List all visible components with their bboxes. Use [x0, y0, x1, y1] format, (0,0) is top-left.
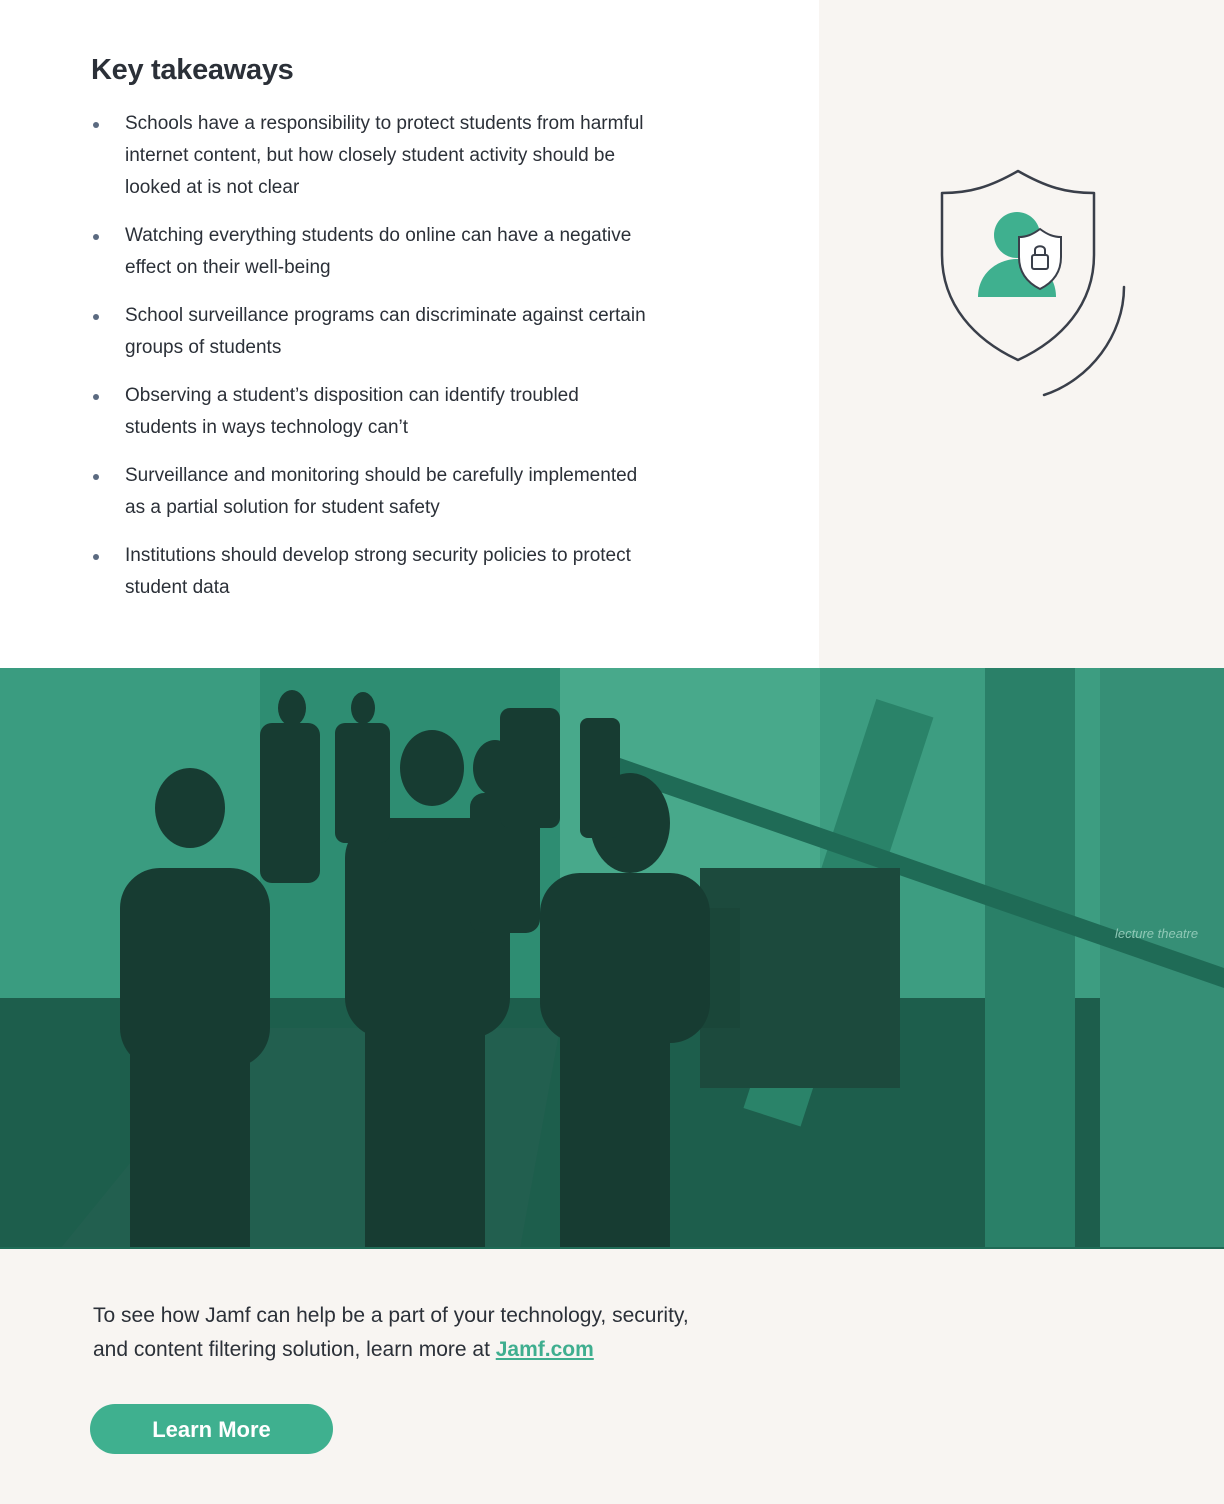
students-walking-photo — [0, 668, 1224, 1249]
cta-line1: To see how Jamf can help be a part of your technology, security, — [93, 1304, 689, 1327]
bullet-icon — [93, 314, 99, 320]
list-item — [91, 108, 701, 204]
bullet-icon — [93, 474, 99, 480]
list-item-line: effect on their well-being — [125, 257, 331, 278]
shield-user-lock-icon — [930, 165, 1130, 405]
cta-text — [93, 1299, 793, 1367]
list-item-line: looked at is not clear — [125, 177, 300, 198]
takeaways-list — [91, 108, 701, 620]
list-item — [91, 300, 701, 364]
list-item-line: as a partial solution for student safety — [125, 497, 440, 518]
list-item-line: School surveillance programs can discriminate against certain — [125, 305, 646, 326]
bullet-icon — [93, 234, 99, 240]
bullet-icon — [93, 394, 99, 400]
list-item-line: Observing a student’s disposition can identify troubled — [125, 385, 579, 406]
list-item-line: Surveillance and monitoring should be carefully implemented — [125, 465, 638, 486]
page-title: Key takeaways — [91, 54, 294, 86]
list-item-line: Institutions should develop strong security policies to protect — [125, 545, 631, 566]
list-item-line: Watching everything students do online can have a negative — [125, 225, 632, 246]
list-item — [91, 380, 701, 444]
list-item-line: Schools have a responsibility to protect students from harmful — [125, 113, 644, 134]
cta-section — [0, 1249, 1224, 1504]
cta-line2: and content filtering solution, learn more at — [93, 1338, 496, 1361]
list-item-line: students in ways technology can’t — [125, 417, 409, 438]
list-item — [91, 460, 701, 524]
bullet-icon — [93, 554, 99, 560]
list-item — [91, 540, 701, 604]
list-item-line: internet content, but how closely student activity should be — [125, 145, 616, 166]
bullet-icon — [93, 122, 99, 128]
learn-more-button[interactable]: Learn More — [90, 1404, 333, 1454]
list-item — [91, 220, 701, 284]
jamf-link[interactable]: Jamf.com — [495, 1338, 594, 1361]
list-item-line: groups of students — [125, 337, 282, 358]
list-item-line: student data — [125, 577, 230, 598]
photo-sign-text: lecture theatre — [1115, 926, 1199, 941]
